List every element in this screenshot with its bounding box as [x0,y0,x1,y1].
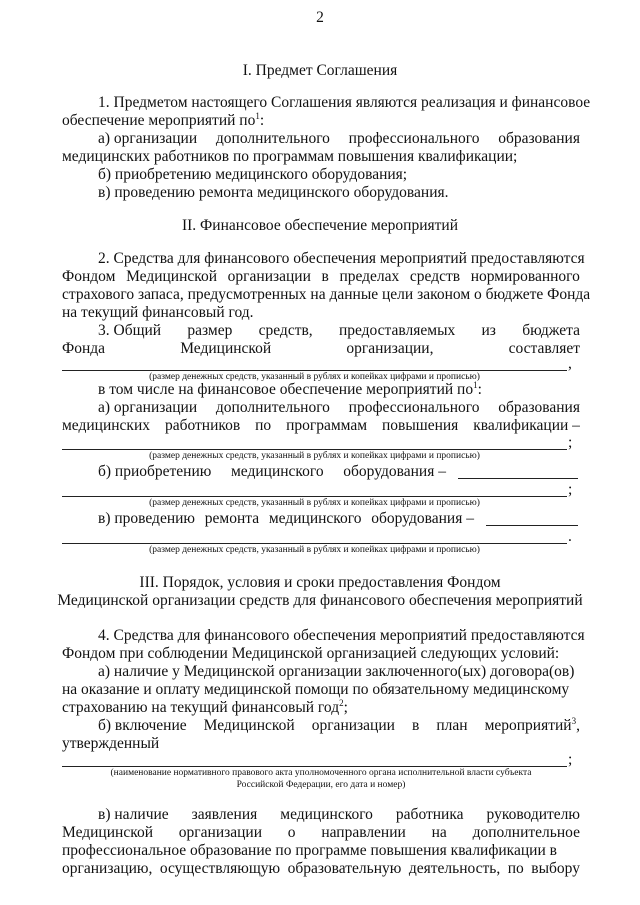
paragraph-3-line-1: 3. Общий размер средств, предоставляемых из бюджета [98,322,580,339]
item-1a-line-1: а) организации дополнительного профессионального образования [98,130,580,147]
item-4b-line-2: утвержденный [62,735,160,752]
item-3b-amount-blank[interactable] [62,496,567,497]
item-4a-line-3: страхованию на текущий финансовый год$^2$; [62,697,348,716]
page-number: 2 [316,9,324,26]
caption-legal-act-line-1: (наименование нормативного правового акта уполномоченного органа исполнительной власти субъекта [110,768,532,778]
paragraph-2-line-2: Фондом Медицинской организации в пределах средств нормированного [62,268,580,285]
item-1a-line-2: медицинских работников по программам повышения квалификации; [62,148,518,165]
item-3b-line-1: б) приобретению медицинского оборудования – [98,463,446,480]
item-4a-line-1: а) наличие у Медицинской организации заключенного(ых) договора(ов) [98,663,575,680]
legal-act-name-blank[interactable] [62,766,567,767]
section-heading-1: I. Предмет Соглашения [242,62,398,79]
item-4b-semicolon: ; [568,751,573,768]
item-1c: в) проведению ремонта медицинского оборудования. [98,184,449,201]
paragraph-2-line-4: на текущий финансовый год. [62,304,254,321]
item-3c-amount-blank-start[interactable] [486,525,578,526]
item-3a-line-2: медицинских работников по программам повышения квалификации – [62,417,580,434]
paragraph-1-line-1: 1. Предметом настоящего Соглашения являются реализация и финансовое [98,94,591,111]
item-4b-line-1: б) включение Медицинской организации в план мероприятий$^3$, [98,715,580,734]
paragraph-2-line-1: 2. Средства для финансового обеспечения мероприятий предоставляются [98,250,585,267]
paragraph-2-line-3: страхового запаса, предусмотренных на данные цели законом о бюджете Фонда [62,286,591,303]
item-4c-line-1: в) наличие заявления медицинского работника руководителю [98,806,580,823]
item-4c-line-2: Медицинской организации о направлении на дополнительное [62,824,580,841]
paragraph-4-line-2: Фондом при соблюдении Медицинской организацией следующих условий: [62,645,560,662]
item-3a-semicolon: ; [568,434,573,451]
item-3b-amount-blank-start[interactable] [458,478,578,479]
item-3a-line-1: а) организации дополнительного профессионального образования [98,399,580,416]
section-heading-2: II. Финансовое обеспечение мероприятий [181,217,459,234]
section-heading-3-line-2: Медицинской организации средств для финансового обеспечения мероприятий [57,592,583,609]
including-line: в том числе на финансовое обеспечение мероприятий $по^1$: [98,379,482,398]
paragraph-3-line-2: Фонда Медицинской организации, составляет [62,340,580,357]
item-4a-line-2: на оказание и оплату медицинской помощи по обязательному медицинскому [62,681,570,698]
paragraph-1-line-2: обеспечение мероприятий $по^1$: [62,110,265,129]
caption-total-amount: (размер денежных средств, указанный в рублях и копейках цифрами и прописью) [149,372,480,382]
item-3c-period: . [568,528,572,545]
section-heading-3-line-1: III. Порядок, условия и сроки предоставления Фондом [139,574,501,591]
caption-item-3c: (размер денежных средств, указанный в рублях и копейках цифрами и прописью) [149,545,480,555]
item-3b-semicolon: ; [568,481,573,498]
item-4c-line-4: организацию, осуществляющую образовательную деятельность, по выбору [62,860,580,877]
paragraph-4-line-1: 4. Средства для финансового обеспечения мероприятий предоставляются [98,627,585,644]
total-amount-comma: , [568,355,572,372]
item-3c-line-1: в) проведению ремонта медицинского оборудования – [98,510,474,527]
total-amount-blank[interactable] [62,370,567,371]
item-1b: б) приобретению медицинского оборудования; [98,166,408,183]
caption-legal-act-line-2: Российской Федерации, его дата и номер) [236,780,406,790]
caption-item-3a: (размер денежных средств, указанный в рублях и копейках цифрами и прописью) [149,451,480,461]
item-3a-amount-blank[interactable] [62,449,567,450]
item-3c-amount-blank[interactable] [62,543,567,544]
item-4c-line-3: профессиональное образование по программе повышения квалификации в [62,842,557,859]
caption-item-3b: (размер денежных средств, указанный в рублях и копейках цифрами и прописью) [149,498,480,508]
